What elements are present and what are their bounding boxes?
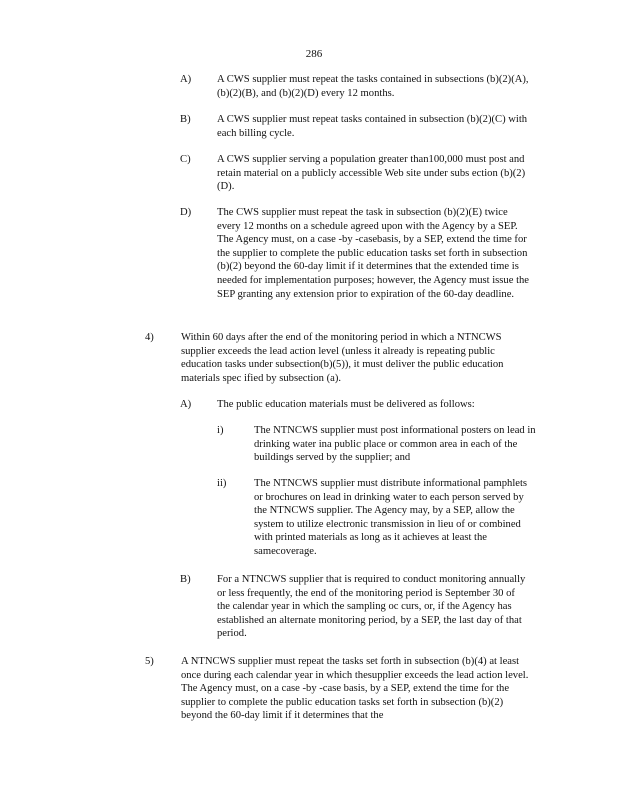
item-label: i)	[217, 425, 224, 436]
item-text: The NTNCWS supplier must post informational posters on lead in drinking water ina public place or common area in each of the buildings served by the supplier; and	[254, 425, 536, 464]
item-text: The CWS supplier must repeat the task in subsection (b)(2)(E) twice every 12 months on a schedule agreed upon with the Agency by a SEP. The Agency must, on a case -by -casebasis, by a SEP, extend the time for the supplier to complete the public education tasks set forth in subsection (b)(2) beyond the 60-day limit if it determines that the extended time is needed for implementation purposes; however, the Agency must issue the SEP granting any extension prior to expiration of the 60-day deadline.	[217, 207, 530, 300]
item-text: Within 60 days after the end of the monitoring period in which a NTNCWS supplier exceeds the lead action level (unless it already is repeating public education tasks under subsection(b)(5)), it must deliver the public education materials spec ified by subsection (a).	[181, 332, 504, 384]
item-text: A NTNCWS supplier must repeat the tasks set forth in subsection (b)(4) at least once during each calendar year in which thesupplier exceeds the lead action level. The Agency must, on a case -by -case basis, by a SEP, extend the time for the supplier to complete the public education tasks set forth in subsection (b)(2) beyond the 60-day limit if it determines that the	[181, 656, 529, 722]
item-text: A CWS supplier must repeat the tasks contained in subsections (b)(2)(A), (b)(2)(B), and (b)(2)(D) every 12 months.	[217, 74, 529, 99]
item-label: A)	[180, 74, 192, 85]
item-text: A CWS supplier must repeat tasks contained in subsection (b)(2)(C) with each billing cycle.	[217, 114, 528, 139]
item-text: For a NTNCWS supplier that is required to conduct monitoring annually or less frequently, the end of the monitoring period is September 30 of the calendar year in which the sampling oc curs, or, if the Agency has established an alternate monitoring period, by a SEP, the last day of that period.	[217, 574, 526, 640]
item-text: The NTNCWS supplier must distribute informational pamphlets or brochures on lead in drinking water to each person served by the NTNCWS supplier. The Agency may, by a SEP, allow the system to utilize electronic transmission in lieu of or combined with printed materials as long as it achieves at least the samecoverage.	[254, 478, 528, 557]
item-label: B)	[180, 114, 191, 125]
item-label: D)	[180, 207, 192, 218]
item-text: A CWS supplier serving a population greater than100,000 must post and retain material on a publicly accessible Web site under subs ection (b)(2)(D).	[217, 154, 526, 193]
item-label: 4)	[145, 332, 154, 343]
item-label: C)	[180, 154, 191, 165]
item-label: ii)	[217, 478, 227, 489]
item-text: The public education materials must be delivered as follows:	[217, 399, 475, 410]
item-label: A)	[180, 399, 192, 410]
item-label: 5)	[145, 656, 154, 667]
page-number: 286	[305, 48, 323, 60]
item-label: B)	[180, 574, 191, 585]
